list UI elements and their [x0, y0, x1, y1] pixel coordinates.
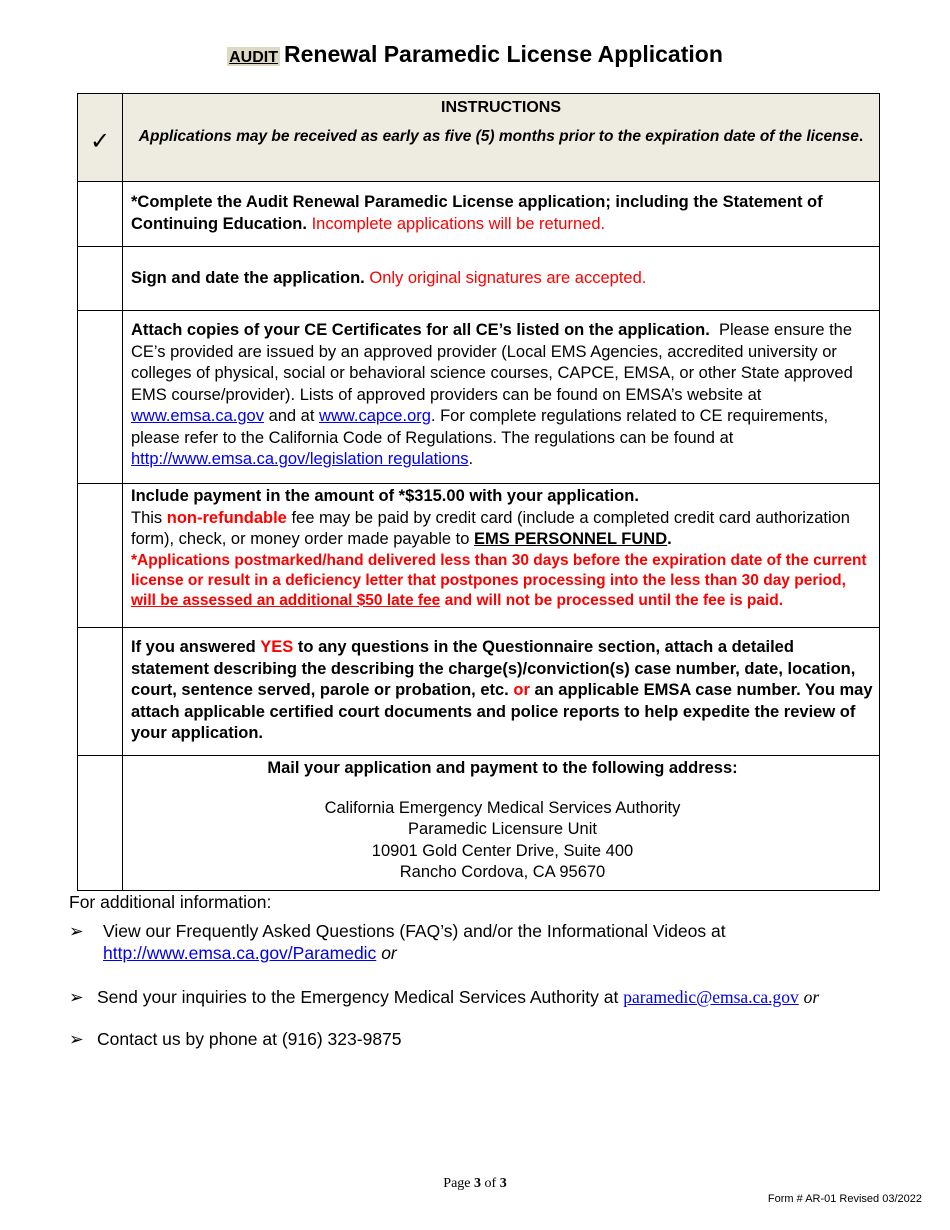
- row5-text-1: If you answered: [131, 638, 256, 656]
- checkbox-cell[interactable]: [78, 247, 123, 311]
- or-text: or: [381, 943, 397, 963]
- row-content: [123, 247, 880, 311]
- phone-text: Contact us by phone at (916) 323-9875: [97, 1029, 402, 1049]
- page-number: [0, 1176, 950, 1192]
- non-refundable-text: non-refundable: [166, 508, 287, 527]
- page-of: of: [484, 1176, 497, 1191]
- checklist-row-questionnaire: [78, 628, 880, 756]
- arrow-bullet-icon: ➢: [69, 1029, 84, 1049]
- row-content: [123, 182, 880, 247]
- row4-bold-text: Include payment in the amount of *$315.00 with your application.: [131, 487, 639, 505]
- checkbox-cell[interactable]: [78, 311, 123, 484]
- yes-text: YES: [260, 638, 294, 656]
- instructions-header-row: [78, 94, 880, 182]
- audit-tag: AUDIT: [229, 49, 279, 66]
- page-current: 3: [474, 1176, 482, 1191]
- bullet-faq: [69, 920, 726, 964]
- row3-text-4: .: [468, 450, 474, 468]
- arrow-bullet-icon: ➢: [69, 987, 84, 1007]
- late-fee-text-2: and will not be processed until the fee is paid.: [444, 591, 784, 609]
- bullet-phone: [69, 1028, 402, 1050]
- additional-info-label: For additional information:: [69, 892, 272, 912]
- check-column-header: [78, 94, 123, 182]
- checkbox-cell[interactable]: [78, 628, 123, 756]
- page-prefix: Page: [443, 1176, 471, 1191]
- address-line-3: 10901 Gold Center Drive, Suite 400: [371, 841, 634, 860]
- row3-text-1: Please ensure the CE’s provided are issued by an approved provider (Local EMS Agencies, accredited university or colleges of physical, social or behavioral science courses, CAPCE, EMSA, or other State approved EMS course/provider). Lists of approved providers can be found on EMSA’s website at: [131, 321, 853, 404]
- row3-text-3: . For complete regulations related to CE requirements, please refer to the California Code of Regulations. The regulations can be found at: [131, 407, 829, 447]
- form-number: Form # AR-01 Revised 03/2022: [767, 1193, 922, 1205]
- paramedic-email-link[interactable]: paramedic@emsa.ca.gov: [623, 987, 799, 1007]
- subheading-text: Applications may be received as early as five (5) months prior to the expiration date of the license: [138, 127, 859, 145]
- bullet-email: [69, 986, 819, 1008]
- row1-bold-text: *Complete the Audit Renewal Paramedic License application; including the Statement of Continuing Education.: [131, 193, 823, 233]
- instructions-header-cell: [123, 94, 880, 182]
- page-total: 3: [499, 1176, 507, 1191]
- regulations-link[interactable]: http://www.emsa.ca.gov/legislation regulations: [131, 450, 469, 468]
- row3-bold-text: Attach copies of your CE Certificates for all CE’s listed on the application.: [131, 321, 710, 339]
- address-line-4: Rancho Cordova, CA 95670: [399, 863, 606, 881]
- checklist-row-mailing-address: [78, 756, 880, 891]
- row-content: [123, 756, 880, 891]
- checkbox-cell[interactable]: [78, 182, 123, 247]
- checkbox-cell[interactable]: [78, 484, 123, 628]
- address-line-1: California Emergency Medical Services Authority: [324, 798, 681, 817]
- arrow-bullet-icon: ➢: [69, 921, 84, 941]
- row5-text-2: to any questions in the Questionnaire section, attach a detailed statement describing the describing the charge(s)/conviction(s) case number, date, location, court, sentence served, parole or probation, etc.: [131, 638, 856, 699]
- or-text: or: [513, 681, 530, 699]
- mailing-heading: Mail your application and payment to the following address:: [267, 759, 738, 777]
- address-line-2: Paramedic Licensure Unit: [408, 820, 597, 838]
- late-fee-amount-text: will be assessed an additional $50 late fee: [131, 591, 441, 609]
- payee-name: EMS PERSONNEL FUND: [474, 530, 668, 548]
- row1-warning-text: Incomplete applications will be returned.: [311, 214, 606, 233]
- emsa-website-link[interactable]: www.emsa.ca.gov: [131, 407, 264, 425]
- page-title: [0, 41, 950, 68]
- checkbox-cell[interactable]: [78, 756, 123, 891]
- title-text: Renewal Paramedic License Application: [284, 41, 723, 67]
- capce-website-link[interactable]: www.capce.org: [319, 407, 431, 425]
- row2-bold-text: Sign and date the application.: [131, 269, 365, 287]
- faq-text: View our Frequently Asked Questions (FAQ’s) and/or the Informational Videos at: [103, 921, 726, 941]
- row5-text-3: an applicable EMSA case number. You may attach applicable certified court documents and police reports to help expedite the review of your application.: [131, 681, 873, 742]
- row3-text-2: and at: [268, 407, 315, 425]
- late-fee-text-1: *Applications postmarked/hand delivered less than 30 days before the expiration date of the current license or result in a deficiency letter that postpones processing into the less than 30 day period,: [131, 551, 867, 589]
- subheading-period: .: [858, 127, 864, 145]
- instructions-checklist: [77, 93, 880, 891]
- checkmark-icon: ✓: [89, 128, 111, 155]
- row-content: [123, 311, 880, 484]
- late-fee-notice: [131, 551, 874, 611]
- row4-text-1: This: [131, 508, 163, 527]
- row-content: [123, 628, 880, 756]
- or-text: or: [803, 987, 820, 1007]
- row4-text-3: .: [667, 530, 672, 548]
- paramedic-page-link[interactable]: http://www.emsa.ca.gov/Paramedic: [103, 943, 377, 963]
- checklist-row-ce-certificates: [78, 311, 880, 484]
- checklist-row-sign-date: [78, 247, 880, 311]
- row2-warning-text: Only original signatures are accepted.: [369, 269, 647, 287]
- instructions-subheading: [124, 127, 878, 147]
- row-content: [123, 484, 880, 628]
- checklist-row-payment: [78, 484, 880, 628]
- instructions-heading: INSTRUCTIONS: [441, 99, 561, 116]
- checklist-row-complete-application: [78, 182, 880, 247]
- row4-text-2: fee may be paid by credit card (include a completed credit card authorization form), check, or money order made payable to: [131, 508, 850, 548]
- email-text: Send your inquiries to the Emergency Medical Services Authority at: [97, 987, 619, 1007]
